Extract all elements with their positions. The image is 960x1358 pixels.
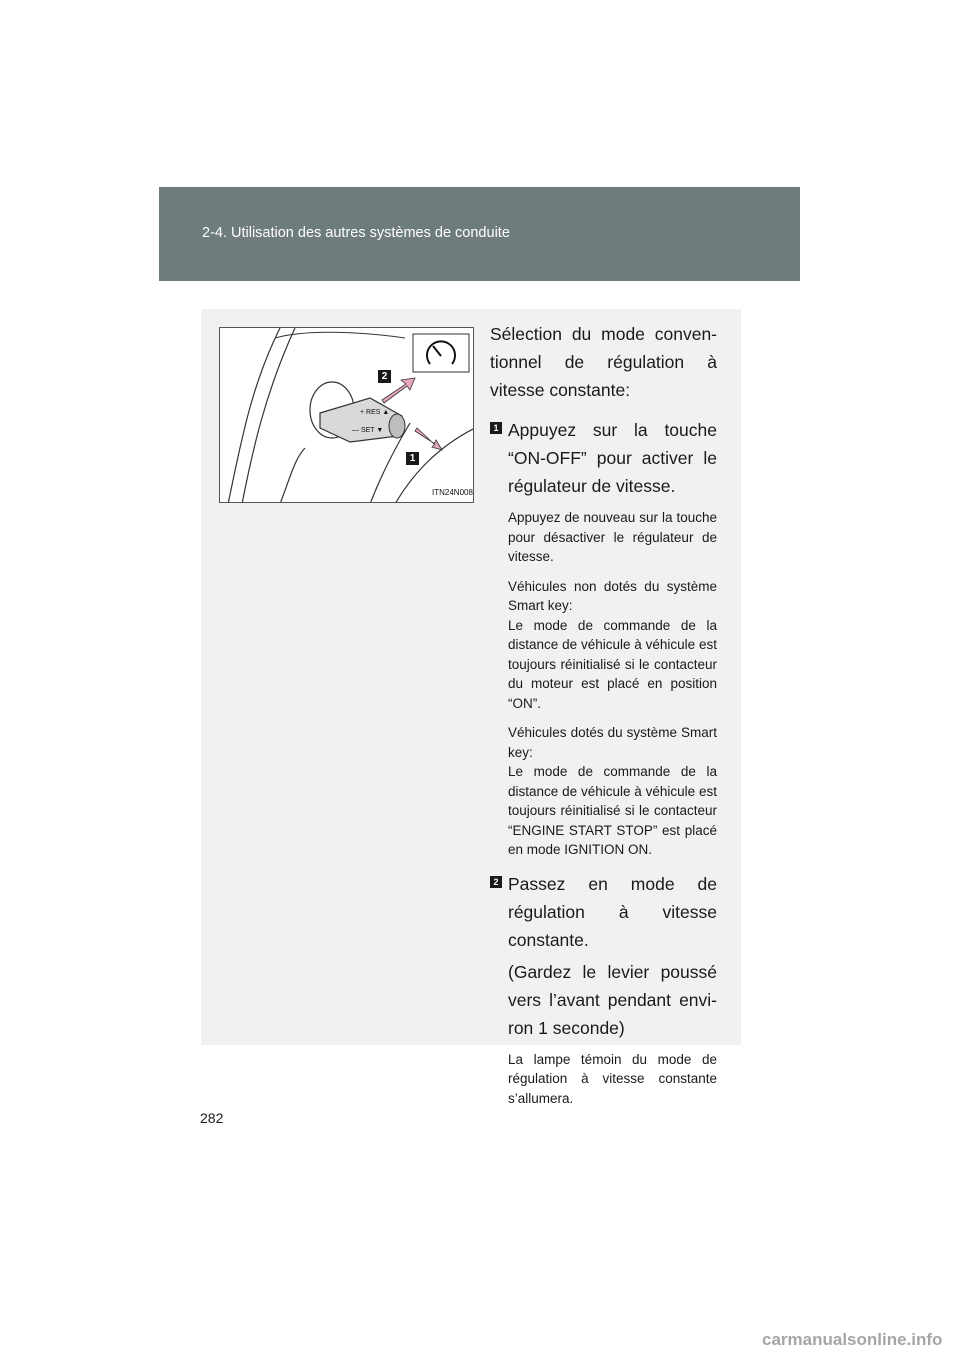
step-2 — [490, 870, 717, 954]
svg-text:— SET ▼: — SET ▼ — [352, 427, 384, 434]
section-header — [159, 187, 800, 281]
callout-1: 1 — [406, 452, 419, 465]
step-1-text: Appuyez sur la touche “ON-OFF” pour activer le régulateur de vitesse. — [508, 420, 717, 496]
note-deactivate-text: Appuyez de nouveau sur la touche pour désactiver le régulateur de vitesse. — [508, 510, 717, 564]
figure-code: ITN24N008 — [432, 488, 473, 497]
note-indicator — [490, 1050, 717, 1109]
note-deactivate — [490, 508, 717, 567]
note-indicator-text: La lampe témoin du mode de régulation à vitesse constante s’allumera. — [508, 1051, 717, 1106]
lever-illustration — [220, 328, 474, 503]
step-2-text: Passez en mode de régulation à vitesse constante. — [508, 873, 717, 950]
svg-text:+ RES ▲: + RES ▲ — [360, 409, 390, 416]
page-number: 282 — [200, 1110, 224, 1126]
step-2-number: 2 — [490, 876, 502, 888]
note-smart-key-text: Le mode de commande de la distance de véhicule à véhicule est toujours réinitialisé si le contacteur “ENGINE START STOP” est placé en mode IGNITION ON. — [508, 764, 717, 857]
cruise-control-lever-figure — [219, 327, 474, 503]
section-title: 2-4. Utilisation des autres systèmes de conduite — [202, 225, 510, 241]
step-2-detail — [490, 958, 717, 1042]
note-smart-key-heading: Véhicules dotés du système Smart key: — [508, 725, 717, 760]
note-no-smart-key-text: Le mode de commande de la distance de véhicule à véhicule est toujours réinitialisé si le contacteur du moteur est placé en position “ON”. — [508, 617, 717, 711]
intro-text: Sélection du mode conventionnel de régulation à vitesse constante: — [490, 324, 717, 400]
note-no-smart-key-heading: Véhicules non dotés du système Smart key: — [508, 578, 717, 613]
note-smart-key — [490, 723, 717, 860]
instructions — [490, 320, 717, 1118]
step-1 — [490, 416, 717, 500]
callout-2: 2 — [378, 370, 391, 383]
step-1-number: 1 — [490, 422, 502, 434]
watermark: carmanualsonline.info — [762, 1330, 943, 1349]
note-no-smart-key — [490, 577, 717, 714]
step-2-detail-text: (Gardez le levier poussé vers l’avant pendant environ 1 seconde) — [508, 961, 717, 1038]
